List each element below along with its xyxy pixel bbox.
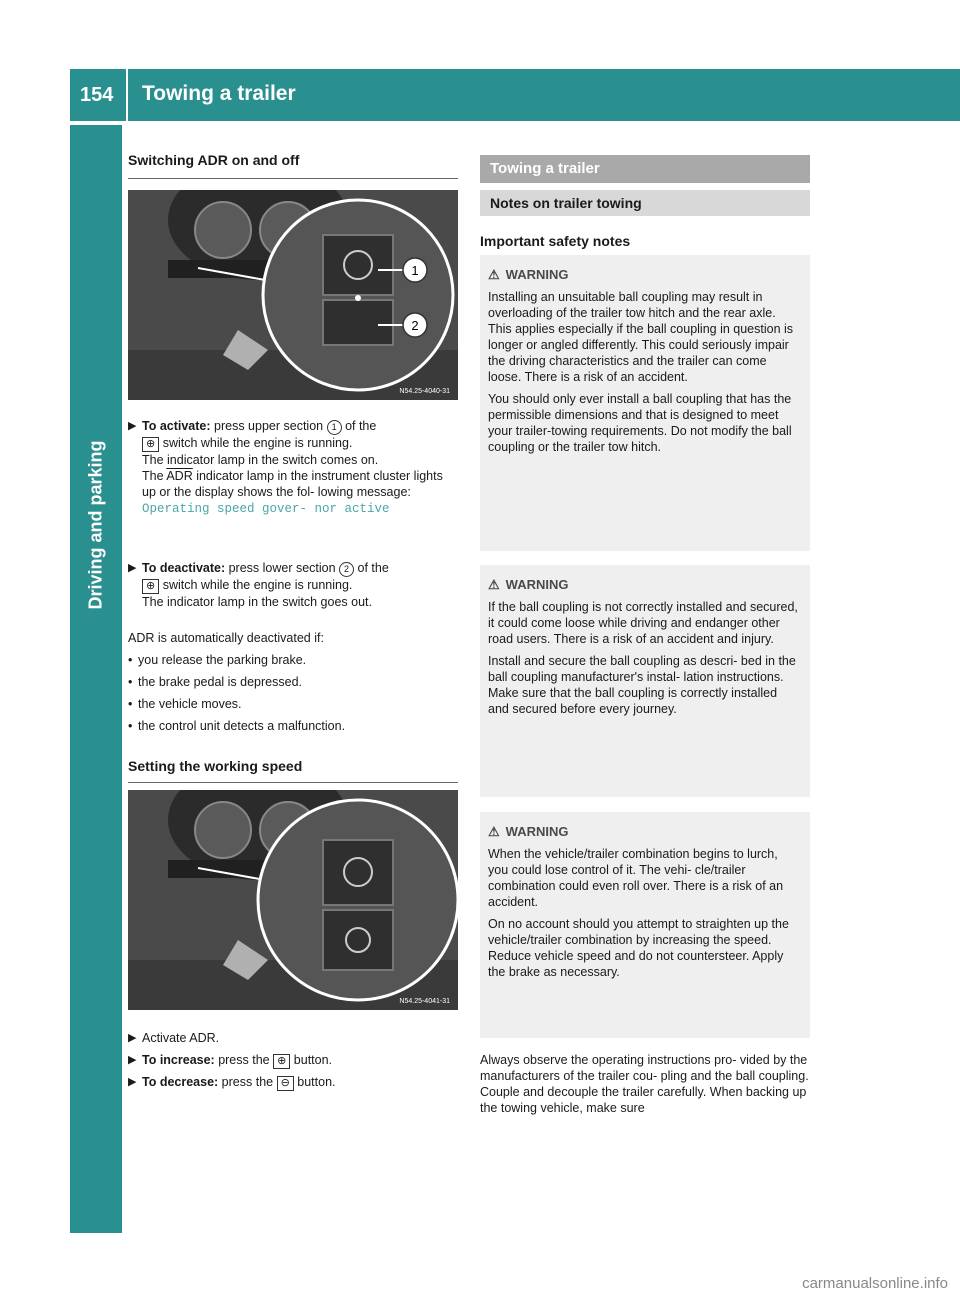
step-activate: ▶ To activate: press upper section 1 of the ⊕ switch while the engine is running. The indicator lamp in the switch comes on. The $\overline{ADR}$ indicator lamp in the instrument cluster lights up or the display shows the fol- lowing message: Operating speed gover- nor active — [128, 419, 443, 516]
display-message: Operating speed gover- nor active — [142, 502, 390, 516]
step-deactivate: ▶ To deactivate: press lower section 2 of the ⊕ switch while the engine is running. The indicator lamp in the switch goes out. — [128, 561, 389, 609]
step-arrow-icon: ▶ — [128, 1054, 137, 1066]
warning-triangle-icon: ⚠ — [488, 267, 500, 282]
warning-box-1: ⚠ WARNING Installing an unsuitable ball coupling may result in overloading of the trailer tow hitch and the rear axle. This applies especially if the ball coupling in question is longer or angled differently. This could seriously impair the driving characteristics and the trailer can come loose. There is a risk of an accident. You should only ever install a ball coupling that has the permissible dimensions and that is designed to meet your trailer-towing requirements. Do not modify the ball coupling or the trailer tow hitch. — [480, 255, 810, 551]
section-title-switching-adr: Switching ADR on and off — [128, 152, 300, 168]
section-title-towing: Towing a trailer — [480, 155, 810, 183]
section-rule — [128, 178, 458, 179]
side-tab — [70, 125, 122, 1233]
image-code-1: N54.25-4040-31 — [399, 388, 450, 395]
callout-2: 2 — [411, 318, 419, 333]
subsection-title: Notes on trailer towing — [480, 190, 810, 216]
warning-box-3: ⚠ WARNING When the vehicle/trailer combination begins to lurch, you could lose control of it. The vehi- cle/trailer combination could even roll over. There is a risk of an accident. On no account should you attempt to straighten up the vehicle/trailer combination by increasing the speed. Reduce vehicle speed and do not countersteer. Apply the brake as necessary. — [480, 812, 810, 1038]
callout-1: 1 — [411, 263, 419, 278]
warning-text: You should only ever install a ball coupling that has the permissible dimensions and that is designed to meet your trailer-towing requirements. Do not modify the ball coupling or the trailer tow hitch. — [488, 392, 792, 454]
step-arrow-icon: ▶ — [128, 420, 137, 432]
step-arrow-icon: ▶ — [128, 1076, 137, 1088]
warning-text: Install and secure the ball coupling as descri- bed in the ball coupling manufacturer's instal- lation instructions. Make sure that the ball coupling is correctly installed and secured before every journey. — [488, 654, 796, 716]
section-title-working-speed: Setting the working speed — [128, 758, 303, 774]
watermark: carmanualsonline.info — [802, 1275, 948, 1292]
header-divider — [126, 69, 128, 121]
adr-switch-photo-1 — [128, 190, 458, 400]
warning-triangle-icon: ⚠ — [488, 824, 500, 839]
callout-2-ref: 2 — [339, 562, 354, 577]
increase-key-icon: ⊕ — [273, 1054, 290, 1069]
step-decrease: ▶ To decrease: press the ⊖ button. — [128, 1075, 336, 1089]
warning-triangle-icon: ⚠ — [488, 577, 500, 592]
adr-key-icon: ⊕ — [142, 437, 159, 452]
list-item: • the control unit detects a malfunction. — [128, 718, 458, 734]
page-title: Towing a trailer — [142, 82, 296, 105]
warning-text: On no account should you attempt to straighten up the vehicle/trailer combination by increasing the speed. Reduce vehicle speed and do not countersteer. Apply the brake as necessary. — [488, 917, 789, 979]
list-item: • you release the parking brake. — [128, 652, 458, 668]
adr-badge: $\overline{ADR}$ — [166, 469, 193, 483]
image-code-2: N54.25-4041-31 — [399, 998, 450, 1005]
list-item: • the vehicle moves. — [128, 696, 458, 712]
decrease-key-icon: ⊖ — [277, 1076, 294, 1091]
section-rule — [128, 782, 458, 783]
list-item: • the brake pedal is depressed. — [128, 674, 458, 690]
heading-safety-notes: Important safety notes — [480, 233, 631, 249]
adr-key-icon: ⊕ — [142, 579, 159, 594]
closing-paragraph: Always observe the operating instructions pro- vided by the manufacturers of the trailer cou- pling and the ball coupling. Couple and decouple the trailer carefully. When backing up the towing vehicle, make sure — [480, 1053, 809, 1115]
warning-text: Installing an unsuitable ball coupling may result in overloading of the trailer tow hitch and the rear axle. This applies especially if the ball coupling in question is longer or angled differently. This could seriously impair the driving characteristics and the trailer can come loose. There is a risk of an accident. — [488, 290, 794, 384]
step-increase: ▶ To increase: press the ⊕ button. — [128, 1053, 333, 1067]
callout-1-ref: 1 — [327, 420, 342, 435]
step-arrow-icon: ▶ — [128, 562, 137, 574]
page-number: 154 — [80, 84, 114, 106]
warning-box-2: ⚠ WARNING If the ball coupling is not correctly installed and secured, it could come loose while driving and endanger other road users. There is a risk of an accident and injury. Install and secure the ball coupling as descri- bed in the ball coupling manufacturer's instal- lation instructions. Make sure that the ball coupling is correctly installed and secured before every journey. — [480, 565, 810, 797]
warning-text: If the ball coupling is not correctly installed and secured, it could come loose while driving and endanger other road users. There is a risk of an accident and injury. — [488, 600, 798, 646]
warning-text: When the vehicle/trailer combination begins to lurch, you could lose control of it. The vehi- cle/trailer combination could even roll over. There is a risk of an accident. — [488, 847, 784, 909]
auto-off-list — [128, 652, 458, 734]
step-arrow-icon: ▶ — [128, 1032, 137, 1044]
step-activate-adr: ▶ Activate ADR. — [128, 1031, 220, 1045]
adr-switch-photo-2 — [128, 790, 458, 1010]
side-tab-label: Driving and parking — [85, 440, 106, 610]
auto-off-intro: ADR is automatically deactivated if: — [128, 631, 324, 645]
